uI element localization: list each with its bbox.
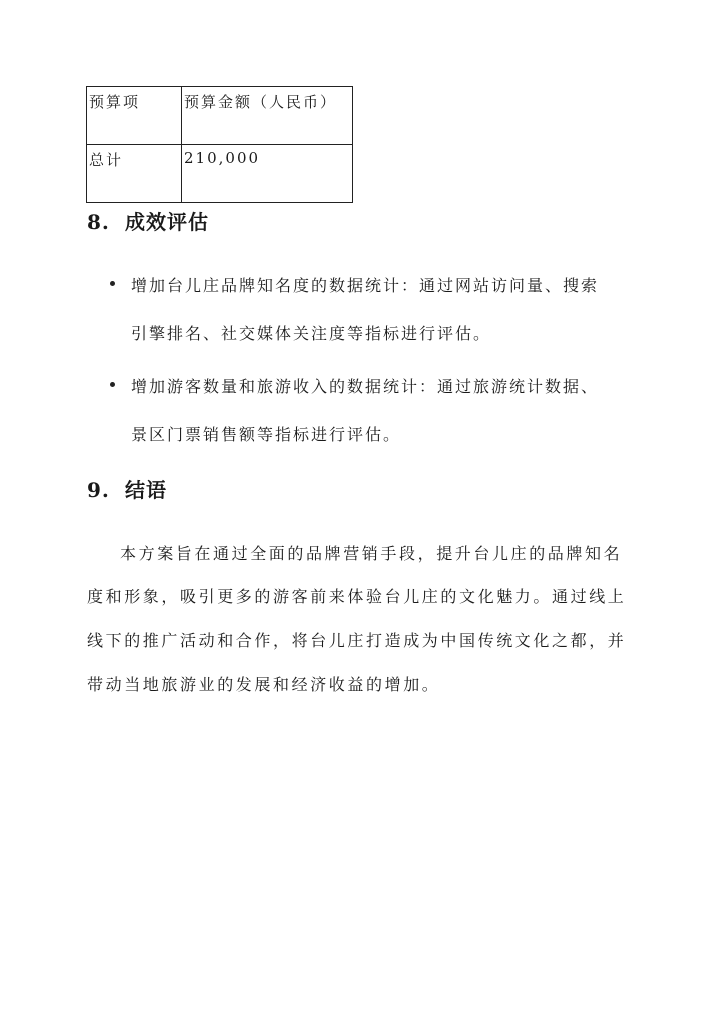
paragraph-line: 度和形象，吸引更多的游客前来体验台儿庄的文化魅力。通过线上 [87, 587, 627, 606]
list-item-text: 增加游客数量和旅游收入的数据统计：通过旅游统计数据、 [131, 377, 600, 396]
section-title: 结语 [125, 478, 167, 502]
table-cell-item: 总计 [87, 145, 182, 203]
table-cell-amount: 210,000 [182, 145, 353, 203]
section-number: 8. [87, 210, 110, 234]
table-header-amount: 预算金额（人民币） [182, 87, 353, 145]
section-heading-9 [87, 474, 167, 503]
list-item-text-continued: 景区门票销售额等指标进行评估。 [131, 425, 402, 444]
paragraph-line: 本方案旨在通过全面的品牌营销手段，提升台儿庄的品牌知名 [120, 544, 623, 563]
section-title: 成效评估 [125, 210, 209, 234]
paragraph-line: 线下的推广活动和合作，将台儿庄打造成为中国传统文化之都，并 [87, 631, 627, 650]
budget-table [86, 86, 353, 203]
list-item-text: 增加台儿庄品牌知名度的数据统计：通过网站访问量、搜索 [131, 276, 600, 295]
section-number: 9. [87, 478, 110, 502]
table-row [87, 145, 353, 203]
section-heading-8 [87, 206, 209, 235]
table-header-row [87, 87, 353, 145]
paragraph-line: 带动当地旅游业的发展和经济收益的增加。 [87, 675, 441, 694]
table-header-item: 预算项 [87, 87, 182, 145]
list-item-text-continued: 引擎排名、社交媒体关注度等指标进行评估。 [131, 324, 492, 343]
bullet-icon [110, 281, 115, 286]
bullet-icon [110, 382, 115, 387]
